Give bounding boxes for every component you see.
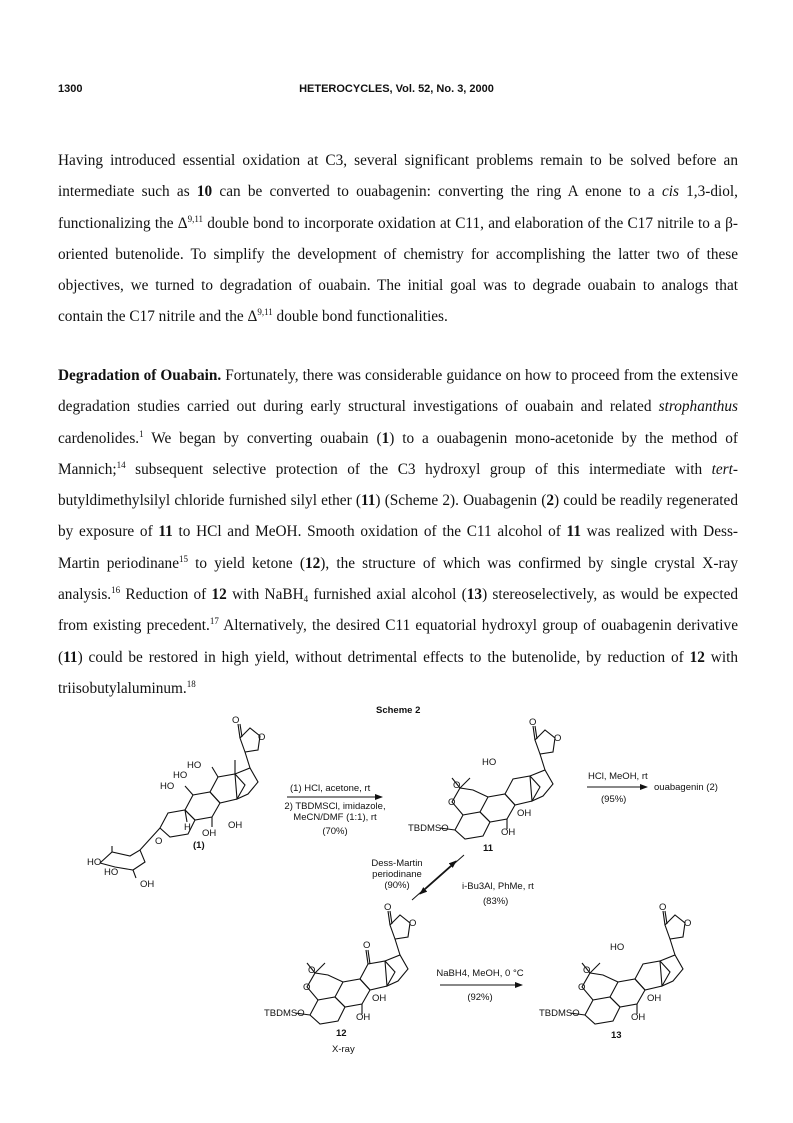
text-run: can be converted to ouabagenin: converting the ring A enone to a — [212, 183, 662, 201]
text-run: double bond functionalities. — [272, 308, 448, 326]
text-run: -butyldimethylsilyl chloride furnished silyl ether ( — [58, 460, 738, 510]
text-run: Reduction of — [120, 586, 212, 604]
text-run: ), the structure of which was confirmed by single crystal X-ray analysis. — [58, 554, 738, 604]
atom-label: O — [578, 982, 586, 993]
running-head: HETEROCYCLES, Vol. 52, No. 3, 2000 — [299, 83, 494, 95]
text-run: Fortunately, there was considerable guidance on how to proceed from the extensive degradation studies carried out during early structural investigations of ouabain and related — [58, 367, 738, 416]
compound-ref: 11 — [360, 492, 376, 510]
condition-3-line1: Dess-Martin — [371, 858, 423, 869]
reference-marker: 17 — [209, 616, 219, 627]
text-run: ) could be restored in high yield, without detrimental effects to the butenolide, by reduction of — [77, 648, 690, 666]
scheme-2 — [0, 700, 793, 1100]
atom-label: HO — [187, 760, 202, 771]
product-ouabagenin: ouabagenin (2) — [654, 782, 718, 793]
atom-label: O — [308, 965, 316, 976]
atom-label: H — [184, 822, 191, 833]
reference-marker: 16 — [111, 585, 121, 596]
condition-2-reagent: HCl, MeOH, rt — [588, 771, 648, 782]
italic-run: strophanthus — [658, 398, 738, 416]
subscript: 4 — [303, 594, 309, 605]
atom-label: OH — [140, 879, 155, 890]
atom-label: HO — [482, 757, 497, 768]
atom-label: O — [453, 780, 461, 791]
atom-label: O — [363, 940, 371, 951]
superscript: 9,11 — [187, 213, 204, 224]
paragraph-2 — [58, 360, 738, 704]
atom-label: O — [448, 797, 456, 808]
condition-4-yield: (83%) — [483, 896, 509, 907]
atom-label: TBDMSO — [539, 1008, 580, 1019]
condition-1-line1: (1) HCl, acetone, rt — [290, 783, 371, 794]
atom-label: O — [583, 965, 591, 976]
compound-ref: 1 — [381, 429, 390, 447]
text-run: ) (Scheme 2). Ouabagenin ( — [375, 492, 547, 510]
paragraph-1 — [58, 145, 738, 333]
atom-label: OH — [372, 993, 387, 1004]
compound-ref: 11 — [566, 523, 581, 541]
scheme-drawing — [0, 700, 793, 1100]
condition-5-yield: (92%) — [467, 992, 493, 1003]
atom-label: O — [155, 836, 163, 847]
text-run: We began by converting ouabain ( — [143, 429, 382, 447]
text-run: with triisobutylaluminum. — [58, 648, 738, 697]
atom-label: TBDMSO — [264, 1008, 305, 1019]
text-run: Alternatively, the desired C11 equatorial hydroxyl group of ouabagenin derivative ( — [58, 617, 738, 666]
reference-marker: 15 — [179, 553, 188, 564]
atom-label: OH — [647, 993, 662, 1004]
atom-label: OH — [517, 808, 532, 819]
structure-1 — [100, 724, 260, 878]
atom-label: O — [258, 732, 266, 743]
text-run: ) stereoselectively, as would be expected from existing precedent. — [58, 586, 739, 635]
compound-label-11: 11 — [483, 843, 494, 854]
atom-label: HO — [160, 781, 175, 792]
atom-label: O — [409, 918, 417, 929]
atom-label: O — [684, 918, 692, 929]
section-heading: Degradation of Ouabain. — [58, 367, 222, 384]
atom-label: OH — [202, 828, 217, 839]
italic-run: tert — [711, 460, 733, 478]
condition-1-line2: 2) TBDMSCl, imidazole, — [284, 801, 386, 812]
compound-ref: 11 — [158, 523, 173, 541]
page-number: 1300 — [58, 83, 83, 95]
atom-label: OH — [228, 820, 243, 831]
text-run: to HCl and MeOH. Smooth oxidation of the C11 alcohol of — [172, 523, 567, 541]
text-run: double bond to incorporate oxidation at C11, and elaboration of the C17 nitrile to a β-oriented butenolide. To simplify the development of chemistry for accomplishing the latter two of these objectives, we turned to degradation of ouabain. The initial goal was to degrade ouabain to analogs that contain the C17 nitrile and the Δ — [58, 214, 738, 326]
atom-label: OH — [631, 1012, 646, 1023]
atom-label: OH — [356, 1012, 371, 1023]
text-run: with NaBH — [226, 586, 304, 604]
atom-label: O — [529, 717, 537, 728]
scheme-title: Scheme 2 — [376, 705, 421, 716]
atom-label: O — [232, 715, 240, 726]
condition-4-reagent: i-Bu3Al, PhMe, rt — [462, 881, 534, 892]
compound-ref: 10 — [196, 183, 213, 201]
compound-ref: 12 — [689, 648, 705, 666]
condition-1-yield: (70%) — [322, 826, 348, 837]
compound-label-12: 12 — [336, 1028, 347, 1039]
atom-label: O — [384, 902, 392, 913]
condition-3-line2: periodinane — [372, 869, 422, 880]
text-run: to yield ketone ( — [188, 554, 305, 572]
compound-ref: 12 — [211, 586, 227, 604]
atom-label: HO — [87, 857, 102, 868]
text-run: 1,3-diol, functionalizing the Δ — [58, 183, 738, 232]
text-run: ) to a ouabagenin mono-acetonide by the method of Mannich; — [58, 429, 738, 478]
text-run: Having introduced essential oxidation at C3, several significant problems remain to be solved before an intermediate such as — [58, 152, 738, 201]
compound-ref: 2 — [546, 492, 554, 510]
italic-run: cis — [661, 183, 679, 201]
atom-label: HO — [610, 942, 625, 953]
atom-label: TBDMSO — [408, 823, 449, 834]
atom-label: O — [303, 982, 311, 993]
compound-label-12-note: X-ray — [332, 1044, 355, 1055]
atom-label: HO — [173, 770, 188, 781]
compound-ref: 11 — [63, 648, 78, 666]
condition-3-yield: (90%) — [384, 880, 410, 891]
atom-label: OH — [501, 827, 516, 838]
condition-2-yield: (95%) — [601, 794, 627, 805]
condition-1-line3: MeCN/DMF (1:1), rt — [293, 812, 377, 823]
reference-marker: 14 — [116, 459, 126, 470]
condition-5-reagent: NaBH4, MeOH, 0 °C — [436, 968, 524, 979]
atom-label: HO — [104, 867, 119, 878]
text-run: ) could be readily regenerated by exposure of — [58, 492, 738, 541]
compound-ref: 13 — [466, 586, 483, 604]
reference-marker: 1 — [139, 428, 144, 439]
superscript: 9,11 — [257, 307, 273, 318]
text-run: cardenolides. — [58, 429, 140, 447]
text-run: subsequent selective protection of the C3 hydroxyl group of this intermediate with — [125, 460, 712, 478]
text-run: was realized with Dess-Martin periodinane — [58, 523, 738, 572]
atom-label: O — [659, 902, 667, 913]
reference-marker: 18 — [186, 678, 196, 689]
compound-label-1: (1) — [193, 840, 205, 851]
text-run: furnished axial alcohol ( — [308, 586, 467, 604]
atom-label: O — [554, 733, 562, 744]
compound-label-13: 13 — [611, 1030, 622, 1041]
compound-ref: 12 — [304, 554, 321, 572]
